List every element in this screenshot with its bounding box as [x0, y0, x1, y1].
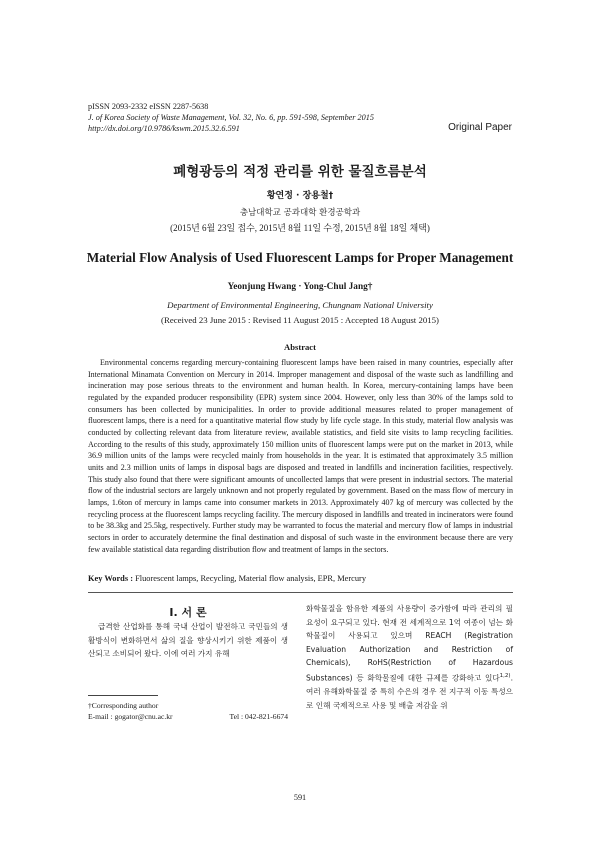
abstract-heading: Abstract	[284, 342, 316, 352]
intro-right-text-cont: . 여러 유해화학물질 중 특히 수은의 경우 전 지구적 이동 특성으로 인해 국제적으로 사용 및 배출 저감을 위	[306, 673, 513, 710]
article-type: Original Paper	[448, 122, 512, 133]
intro-right-column	[306, 602, 513, 712]
keywords	[88, 574, 366, 583]
footnote-divider	[88, 695, 158, 696]
korean-authors: 황연정 · 장용철†	[266, 191, 334, 201]
abstract-body: Environmental concerns regarding mercury-containing fluorescent lamps have been raised in many countries, especially after International Minamata Convention on Mercury in 2014. Improper management and disposal of the waste such as landfilling and incineration may pose serious threats to the environment and human health. In Korea, mercury-containing lamps have been regulated by the expanded producer responsibility (EPR) system since 2004. However, only less than 30% of the lamps sold to consumers has been collected by municipalities. In order to provide additional measures related to proper management of fluorescent lamps, there is a need for a quantitative material flow study by life cycle stage. In this study, material flow analysis was conducted by collecting relevant data from literature review, available statistics, and field site visits to lamp recycling facilities. According to the results of this study, approximately 150 million units of fluorescent lamps were put on the market in 2013, while 36.9 million units of the lamps were recycled mainly from households in the year. It is estimated that approximately 3.5 million units and 2.3 million units of lamps in disposal bags are disposed and treated in landfills and incineration facilities, respectively. This study also found that there were significant amounts of uncollected lamps that were present in industrial sectors. The material flow of the industrial sectors are largely unknown and not properly regulated by government. Based on the mass flow of mercury in lamps, 1.6ton of mercury in lamps came into consumer markets in 2013. Approximately 407 kg of mercury was collected by the recycling process at the fluorescent lamps recycling facility. The mercury disposed in landfills and treated in incinerators were found to be 38.3kg and 25.5kg, respectively. Further study may be warranted to focus the material and mercury flow of lamps in industrial sectors in order to accurately determine the final destination and disposal of such waste in the environment because there are very few available statistical data regarding distribution flow and treatment of lamps in the sectors.	[88, 358, 513, 554]
english-department: Department of Environmental Engineering, Chungnam National University	[167, 300, 433, 310]
english-title: Material Flow Analysis of Used Fluorescent Lamps for Proper Management	[86, 250, 514, 265]
keywords-label: Key Words :	[88, 574, 133, 583]
korean-affiliation: 충남대학교 공과대학 환경공학과	[239, 208, 361, 218]
intro-right-text: 화학물질을 함유한 제품의 사용량이 증가함에 따라 관리의 필요성이 요구되고 있다. 현재 전 세계적으로 1억 여종이 넘는 화학물질이 사용되고 있으며 REACH (Registration Evaluation Authorization and Restriction of Chemicals), RoHS(Restriction of Hazardous Substances) 등 화학물질에 대한 규제를 강화하고 있다	[306, 604, 513, 683]
english-authors: Yeonjung Hwang · Yong-Chul Jang†	[227, 282, 373, 292]
journal-header	[88, 101, 374, 134]
korean-dates: (2015년 6월 23일 접수, 2015년 8월 11일 수정, 2015년 8월 18일 채택)	[170, 223, 430, 233]
doi-link[interactable]: http://dx.doi.org/10.9786/kswm.2015.32.6.591	[88, 124, 240, 133]
corresponding-author-label: †Corresponding author	[88, 701, 159, 710]
citation-superscript: 1,2)	[499, 672, 511, 679]
footnote	[88, 700, 288, 722]
author-email: E-mail : gogator@cnu.ac.kr	[88, 712, 173, 721]
author-phone: Tel : 042-821-6674	[229, 712, 288, 721]
english-dates: (Received 23 June 2015 : Revised 11 August 2015 : Accepted 18 August 2015)	[161, 315, 439, 325]
section-heading-introduction: I. 서 론	[169, 606, 207, 619]
journal-citation: J. of Korea Society of Waste Management, Vol. 32, No. 6, pp. 591-598, September 2015	[88, 113, 374, 122]
korean-title: 폐형광등의 적정 관리를 위한 물질흐름분석	[173, 164, 427, 180]
intro-left-column: 급격한 산업화를 통해 국내 산업이 발전하고 국민들의 생활방식이 변화하면서 삶의 질을 향상시키기 위한 제품이 생산되고 소비되어 왔다. 이에 여러 가지 유해	[88, 622, 288, 658]
page-number: 591	[293, 793, 307, 802]
keywords-text: Fluorescent lamps, Recycling, Material flow analysis, EPR, Mercury	[135, 574, 367, 583]
issn: pISSN 2093-2332 eISSN 2287-5638	[88, 102, 209, 111]
section-divider	[88, 592, 513, 593]
